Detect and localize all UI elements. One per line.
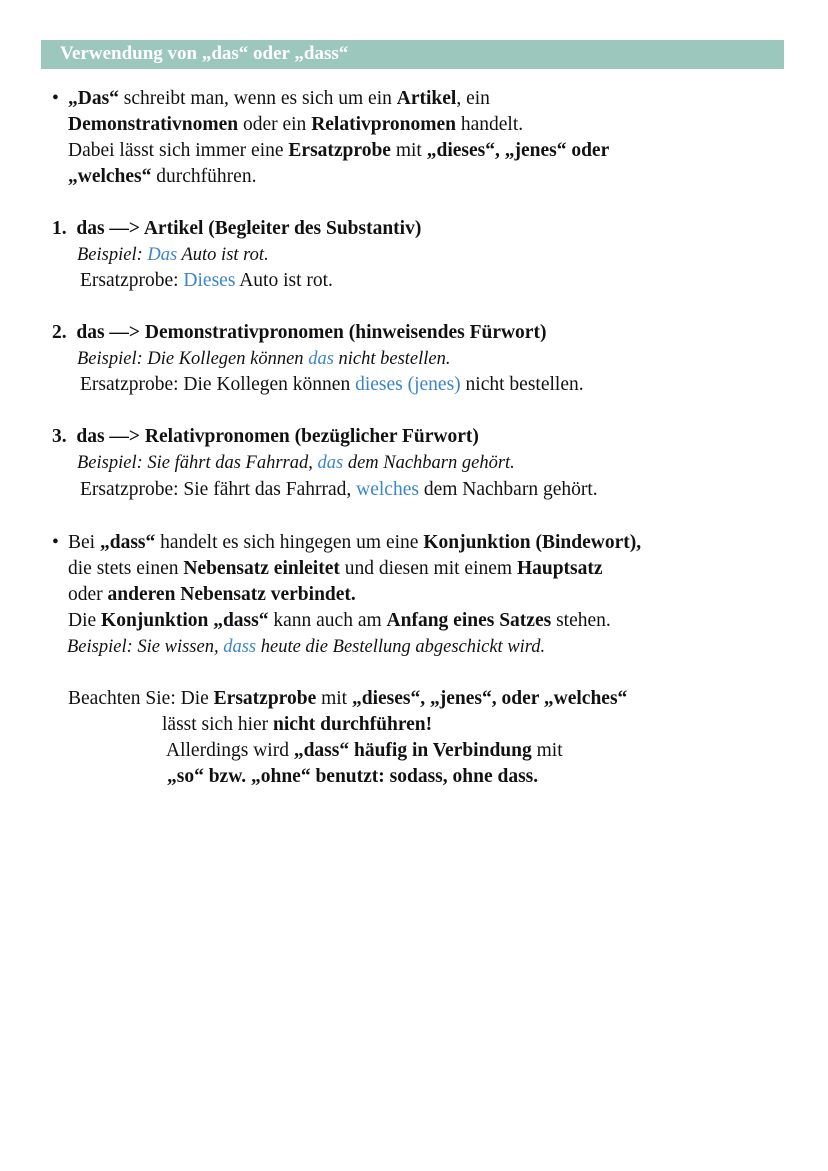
intro-line-1: „Das“ schreibt man, wenn es sich um ein Artikel, ein bbox=[68, 88, 490, 109]
intro-line-3: Dabei lässt sich immer eine Ersatzprobe mit „dieses“, „jenes“ oder bbox=[68, 140, 610, 161]
note-line-2: lässt sich hier nicht durchführen! bbox=[162, 714, 433, 735]
item-1-example: Beispiel: Das Auto ist rot. bbox=[77, 245, 269, 265]
item-3-example: Beispiel: Sie fährt das Fahrrad, das dem Nachbarn gehört. bbox=[77, 453, 515, 473]
note-line-4: „so“ bzw. „ohne“ benutzt: sodass, ohne dass. bbox=[167, 766, 539, 787]
dass-line-1: Bei „dass“ handelt es sich hingegen um eine Konjunktion (Bindewort), bbox=[68, 532, 642, 553]
dass-example: Beispiel: Sie wissen, dass heute die Bestellung abgeschickt wird. bbox=[67, 637, 546, 657]
dass-line-4: Die Konjunktion „dass“ kann auch am Anfang eines Satzes stehen. bbox=[68, 610, 611, 631]
item-3-ersatzprobe: Ersatzprobe: Sie fährt das Fahrrad, welches dem Nachbarn gehört. bbox=[80, 479, 598, 500]
item-2-heading: 2. das —> Demonstrativpronomen (hinweisendes Fürwort) bbox=[52, 322, 547, 343]
item-1-ersatzprobe: Ersatzprobe: Dieses Auto ist rot. bbox=[80, 270, 333, 291]
item-1-heading: 1. das —> Artikel (Begleiter des Substantiv) bbox=[52, 218, 422, 239]
item-2-ersatzprobe: Ersatzprobe: Die Kollegen können dieses (jenes) nicht bestellen. bbox=[80, 374, 584, 395]
intro-bullet: • bbox=[52, 88, 59, 109]
section-header bbox=[41, 40, 784, 69]
note-line-3: Allerdings wird „dass“ häufig in Verbindung mit bbox=[166, 740, 563, 761]
item-3-heading: 3. das —> Relativpronomen (bezüglicher Fürwort) bbox=[52, 426, 479, 447]
dass-line-2: die stets einen Nebensatz einleitet und diesen mit einem Hauptsatz bbox=[68, 558, 603, 579]
note-line-1: Beachten Sie: Die Ersatzprobe mit „dieses“, „jenes“, oder „welches“ bbox=[68, 688, 628, 709]
dass-bullet: • bbox=[52, 532, 59, 553]
dass-line-3: oder anderen Nebensatz verbindet. bbox=[68, 584, 356, 605]
intro-line-2: Demonstrativnomen oder ein Relativpronomen handelt. bbox=[68, 114, 524, 135]
intro-line-4: „welches“ durchführen. bbox=[68, 166, 257, 187]
item-2-example: Beispiel: Die Kollegen können das nicht bestellen. bbox=[77, 349, 451, 369]
section-title: Verwendung von „das“ oder „dass“ bbox=[60, 43, 349, 64]
